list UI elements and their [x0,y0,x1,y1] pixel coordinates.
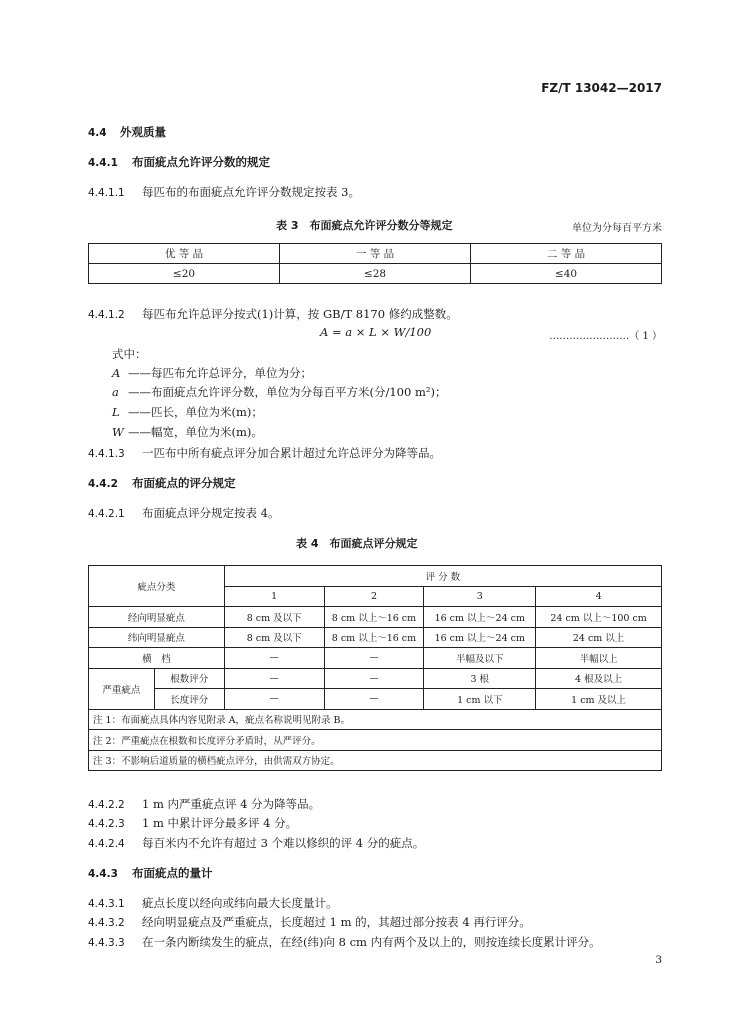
clause-number: 4.4.2.3 [88,818,125,830]
table-cell: ≤40 [471,264,662,284]
row-label: 长度评分 [154,689,224,710]
clause-4-4-1-2 [88,306,458,322]
page-number: 3 [655,954,662,966]
clause-number: 4.4.3.2 [88,917,125,929]
formula-ref: ……………………（ 1 ） [549,331,662,342]
header-cell: 4 [536,586,662,607]
clause-4-4-1-1 [88,184,360,200]
table-cell: — [324,668,424,689]
table-header-row [89,566,662,587]
row-label: 经向明显疵点 [89,607,225,628]
table-note-row [89,730,662,751]
row-label: 根数评分 [154,668,224,689]
row-label: 纬向明显疵点 [89,627,225,648]
header-cell: 疵点分类 [89,566,225,607]
table-note: 注 3：不影响后道质量的横档疵点评分，由供需双方协定。 [89,750,662,771]
formula: A = a × L × W/100 [320,325,432,339]
clause-text: 疵点长度以经向或纬向最大长度量计。 [142,896,338,910]
clause-text: 1 m 中累计评分最多评 4 分。 [142,816,298,830]
table-cell: — [224,668,324,689]
definition-symbol: L [112,405,120,419]
section-title: 外观质量 [120,125,166,139]
table-note-row [89,709,662,730]
clause-4-4-2-3 [88,815,297,831]
table-cell: 1 cm 及以上 [536,689,662,710]
clause-number: 4.4.1.2 [88,309,125,321]
clause-text: 1 m 内严重疵点评 4 分为降等品。 [142,797,321,811]
clause-4-4-2-4 [88,835,424,851]
table4-caption: 表 4 布面疵点评分规定 [296,537,418,550]
table-cell: 24 cm 以上～100 cm [536,607,662,628]
definition-item [112,424,263,440]
section-4-4-1 [88,154,270,170]
table3-unit: 单位为分每百平方米 [572,223,662,234]
clause-number: 4.4.3.1 [88,898,125,910]
table-cell: 8 cm 及以下 [224,627,324,648]
header-cell: 2 [324,586,424,607]
table-cell: 8 cm 以上～16 cm [324,607,424,628]
clause-number: 4.4.2.2 [88,799,125,811]
table-row [89,668,662,689]
clause-number: 4.4.2.1 [88,508,125,520]
clause-number: 4.4.2.4 [88,838,125,850]
clause-text: 在一条内断续发生的疵点，在经(纬)向 8 cm 内有两个及以上的，则按连续长度累计评分。 [142,935,601,949]
table-cell: 1 cm 以下 [424,689,536,710]
header-cell: 3 [424,586,536,607]
clause-number: 4.4.1.1 [88,187,125,199]
header-cell: 1 [224,586,324,607]
section-title: 布面疵点的量计 [132,866,213,880]
clause-text: 布面疵点评分规定按表 4。 [142,506,280,520]
table-note: 注 1：布面疵点具体内容见附录 A，疵点名称说明见附录 B。 [89,709,662,730]
table3-caption: 表 3 布面疵点允许评分数分等规定 [276,219,453,232]
header-cell: 优 等 品 [89,244,280,264]
table-row [89,607,662,628]
clause-4-4-2-1 [88,505,279,521]
table-cell: 半幅以上 [536,648,662,669]
definition-text: ——幅宽，单位为米(m)。 [128,425,263,439]
header-cell: 评 分 数 [224,566,661,587]
definition-symbol: a [112,385,119,399]
table-cell: 24 cm 以上 [536,627,662,648]
table-cell: 4 根及以上 [536,668,662,689]
document-id: FZ/T 13042—2017 [541,81,662,95]
table-header-row [89,244,662,264]
clause-text: 一匹布中所有疵点评分加合累计超过允许总评分为降等品。 [142,446,441,460]
table-cell: — [224,648,324,669]
header-cell: 二 等 品 [471,244,662,264]
definition-text: ——每匹布允许总评分，单位为分； [128,366,312,380]
section-4-4 [88,124,166,140]
clause-4-4-3-3 [88,934,601,950]
table-cell: 8 cm 以上～16 cm [324,627,424,648]
table-cell: 16 cm 以上～24 cm [424,607,536,628]
where-label: 式中： [112,347,147,361]
table-note-row [89,750,662,771]
table-cell: 3 根 [424,668,536,689]
section-number: 4.4.1 [88,157,118,169]
section-number: 4.4.2 [88,478,118,490]
row-label: 横 档 [89,648,225,669]
table-cell: — [224,689,324,710]
table-cell: 8 cm 及以下 [224,607,324,628]
table-cell: 16 cm 以上～24 cm [424,627,536,648]
definition-symbol: W [112,425,124,439]
table-4 [88,565,662,771]
table-row [89,627,662,648]
definition-text: ——匹长，单位为米(m)； [128,405,263,419]
section-4-4-3 [88,865,213,881]
table-cell: — [324,689,424,710]
section-number: 4.4 [88,127,107,139]
row-group-label: 严重疵点 [89,668,155,709]
clause-text: 每百米内不允许有超过 3 个难以修织的评 4 分的疵点。 [142,836,425,850]
clause-number: 4.4.1.3 [88,448,125,460]
table-row [89,264,662,284]
definition-text: ——布面疵点允许评分数，单位为分每百平方米(分/100 m²)； [128,385,447,399]
section-title: 布面疵点的评分规定 [132,476,236,490]
header-cell: 一 等 品 [280,244,471,264]
clause-number: 4.4.3.3 [88,937,125,949]
table-row [89,689,662,710]
table-cell: 半幅及以下 [424,648,536,669]
definition-symbol: A [112,366,121,380]
clause-text: 经向明显疵点及严重疵点，长度超过 1 m 的，其超过部分按表 4 再行评分。 [142,915,531,929]
section-4-4-2 [88,475,236,491]
table-cell: ≤28 [280,264,471,284]
table-3 [88,243,662,284]
section-title: 布面疵点允许评分数的规定 [132,155,270,169]
clause-text: 每匹布允许总评分按式(1)计算，按 GB/T 8170 修约成整数。 [142,307,458,321]
definition-item [112,404,263,420]
clause-text: 每匹布的布面疵点允许评分数规定按表 3。 [142,185,360,199]
clause-4-4-3-1 [88,895,338,911]
table-note: 注 2：严重疵点在根数和长度评分矛盾时，从严评分。 [89,730,662,751]
clause-4-4-2-2 [88,796,320,812]
definition-item [112,365,312,381]
table-row [89,648,662,669]
definition-item [112,384,446,400]
table-cell: ≤20 [89,264,280,284]
section-number: 4.4.3 [88,868,118,880]
clause-4-4-3-2 [88,914,531,930]
table-cell: — [324,648,424,669]
clause-4-4-1-3 [88,445,441,461]
